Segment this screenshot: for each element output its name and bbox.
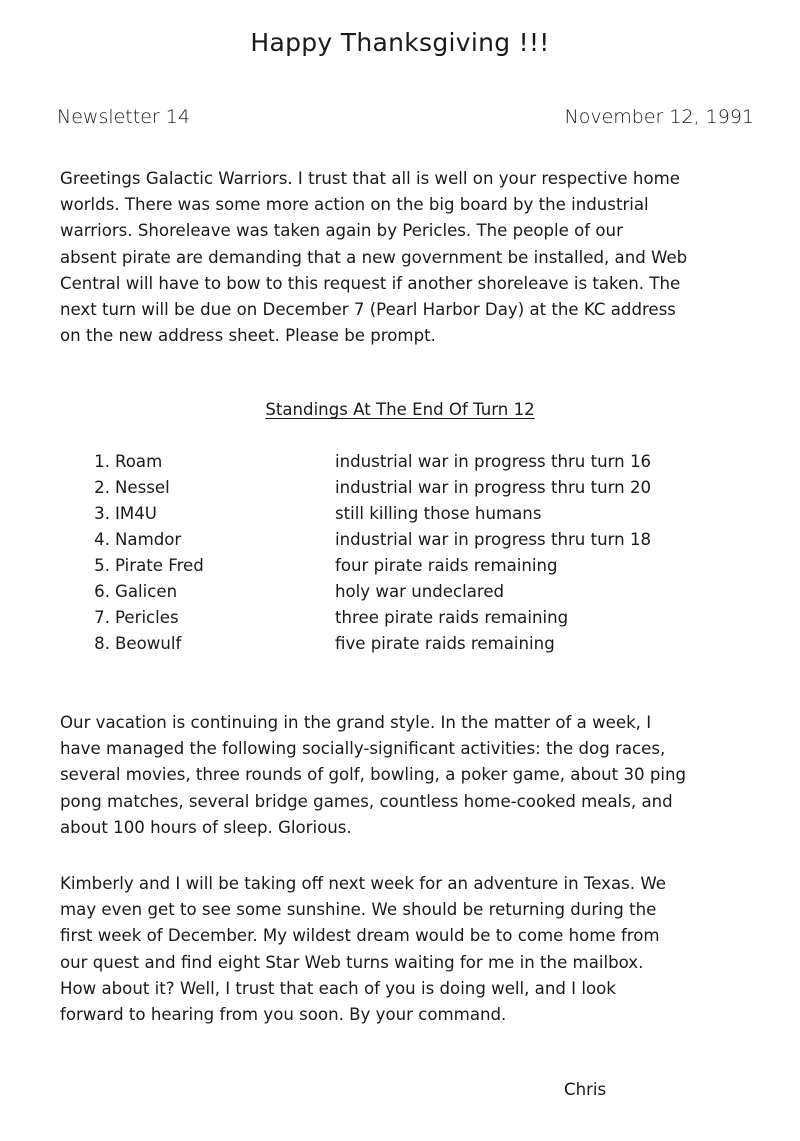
standings-row: [84, 452, 724, 478]
standings-rank: 2.: [94, 478, 110, 497]
intro-line: Greetings Galactic Warriors. I trust that all is well on your respective home: [60, 169, 680, 188]
standings-list: [84, 452, 724, 660]
closing-line: first week of December. My wildest dream would be to come home from: [60, 926, 660, 946]
standings-rank: 8.: [94, 634, 110, 653]
vacation-line: pong matches, several bridge games, countless home-cooked meals, and: [60, 791, 673, 811]
standings-player: Pirate Fred: [115, 556, 204, 575]
standings-rank: 1.: [94, 452, 110, 471]
standings-row: [84, 504, 724, 530]
standings-status: holy war undeclared: [335, 582, 505, 601]
standings-rank: 3.: [94, 504, 110, 523]
standings-rank: 7.: [94, 608, 110, 627]
standings-player: Beowulf: [115, 634, 182, 653]
closing-line: may even get to see some sunshine. We should be returning during the: [60, 900, 657, 920]
standings-row: [84, 478, 724, 504]
standings-player: Roam: [115, 452, 163, 471]
intro-line: absent pirate are demanding that a new government be installed, and Web: [60, 247, 688, 267]
standings-status: industrial war in progress thru turn 16: [335, 452, 652, 471]
intro-line: worlds. There was some more action on the big board by the industrial: [60, 195, 649, 215]
signature: Chris: [564, 1080, 607, 1099]
standings-row: [84, 556, 724, 582]
standings-status: industrial war in progress thru turn 20: [335, 478, 652, 497]
standings-player: Galicen: [115, 582, 178, 601]
vacation-line: Our vacation is continuing in the grand style. In the matter of a week, I: [60, 713, 652, 732]
closing-line: forward to hearing from you soon. By your command.: [60, 1005, 507, 1025]
standings-status: three pirate raids remaining: [335, 608, 569, 627]
standings-status: still killing those humans: [335, 504, 542, 523]
newsletter-date: November 12, 1991: [564, 106, 754, 128]
standings-rank: 6.: [94, 582, 110, 601]
standings-status: industrial war in progress thru turn 18: [335, 530, 652, 549]
standings-heading: Standings At The End Of Turn 12: [265, 400, 535, 419]
vacation-line: about 100 hours of sleep. Glorious.: [60, 817, 352, 837]
standings-row: [84, 608, 724, 634]
standings-player: IM4U: [115, 504, 157, 523]
intro-line: Central will have to bow to this request if another shoreleave is taken. The: [60, 273, 681, 293]
standings-rank: 5.: [94, 556, 110, 575]
standings-player: Nessel: [115, 478, 170, 497]
standings-status: five pirate raids remaining: [335, 634, 555, 653]
closing-line: our quest and find eight Star Web turns waiting for me in the mailbox.: [60, 952, 644, 972]
standings-status: four pirate raids remaining: [335, 556, 558, 575]
vacation-line: have managed the following socially-significant activities: the dog races,: [60, 739, 666, 759]
intro-line: warriors. Shoreleave was taken again by Pericles. The people of our: [60, 221, 623, 241]
closing-line: Kimberly and I will be taking off next week for an adventure in Texas. We: [60, 874, 666, 893]
standings-player: Namdor: [115, 530, 182, 549]
intro-paragraph: [60, 166, 754, 349]
intro-line: next turn will be due on December 7 (Pearl Harbor Day) at the KC address: [60, 300, 676, 320]
standings-row: [84, 530, 724, 556]
standings-player: Pericles: [115, 608, 179, 627]
intro-line: on the new address sheet. Please be prompt.: [60, 326, 436, 346]
standings-row: [84, 634, 724, 660]
standings-rank: 4.: [94, 530, 110, 549]
vacation-paragraph: [60, 710, 754, 841]
newsletter-number: Newsletter 14: [57, 106, 190, 128]
page-title: Happy Thanksgiving !!!: [250, 28, 550, 57]
standings-row: [84, 582, 724, 608]
closing-line: How about it? Well, I trust that each of you is doing well, and I look: [60, 978, 616, 998]
vacation-line: several movies, three rounds of golf, bowling, a poker game, about 30 ping: [60, 765, 687, 785]
closing-paragraph: [60, 871, 754, 1028]
